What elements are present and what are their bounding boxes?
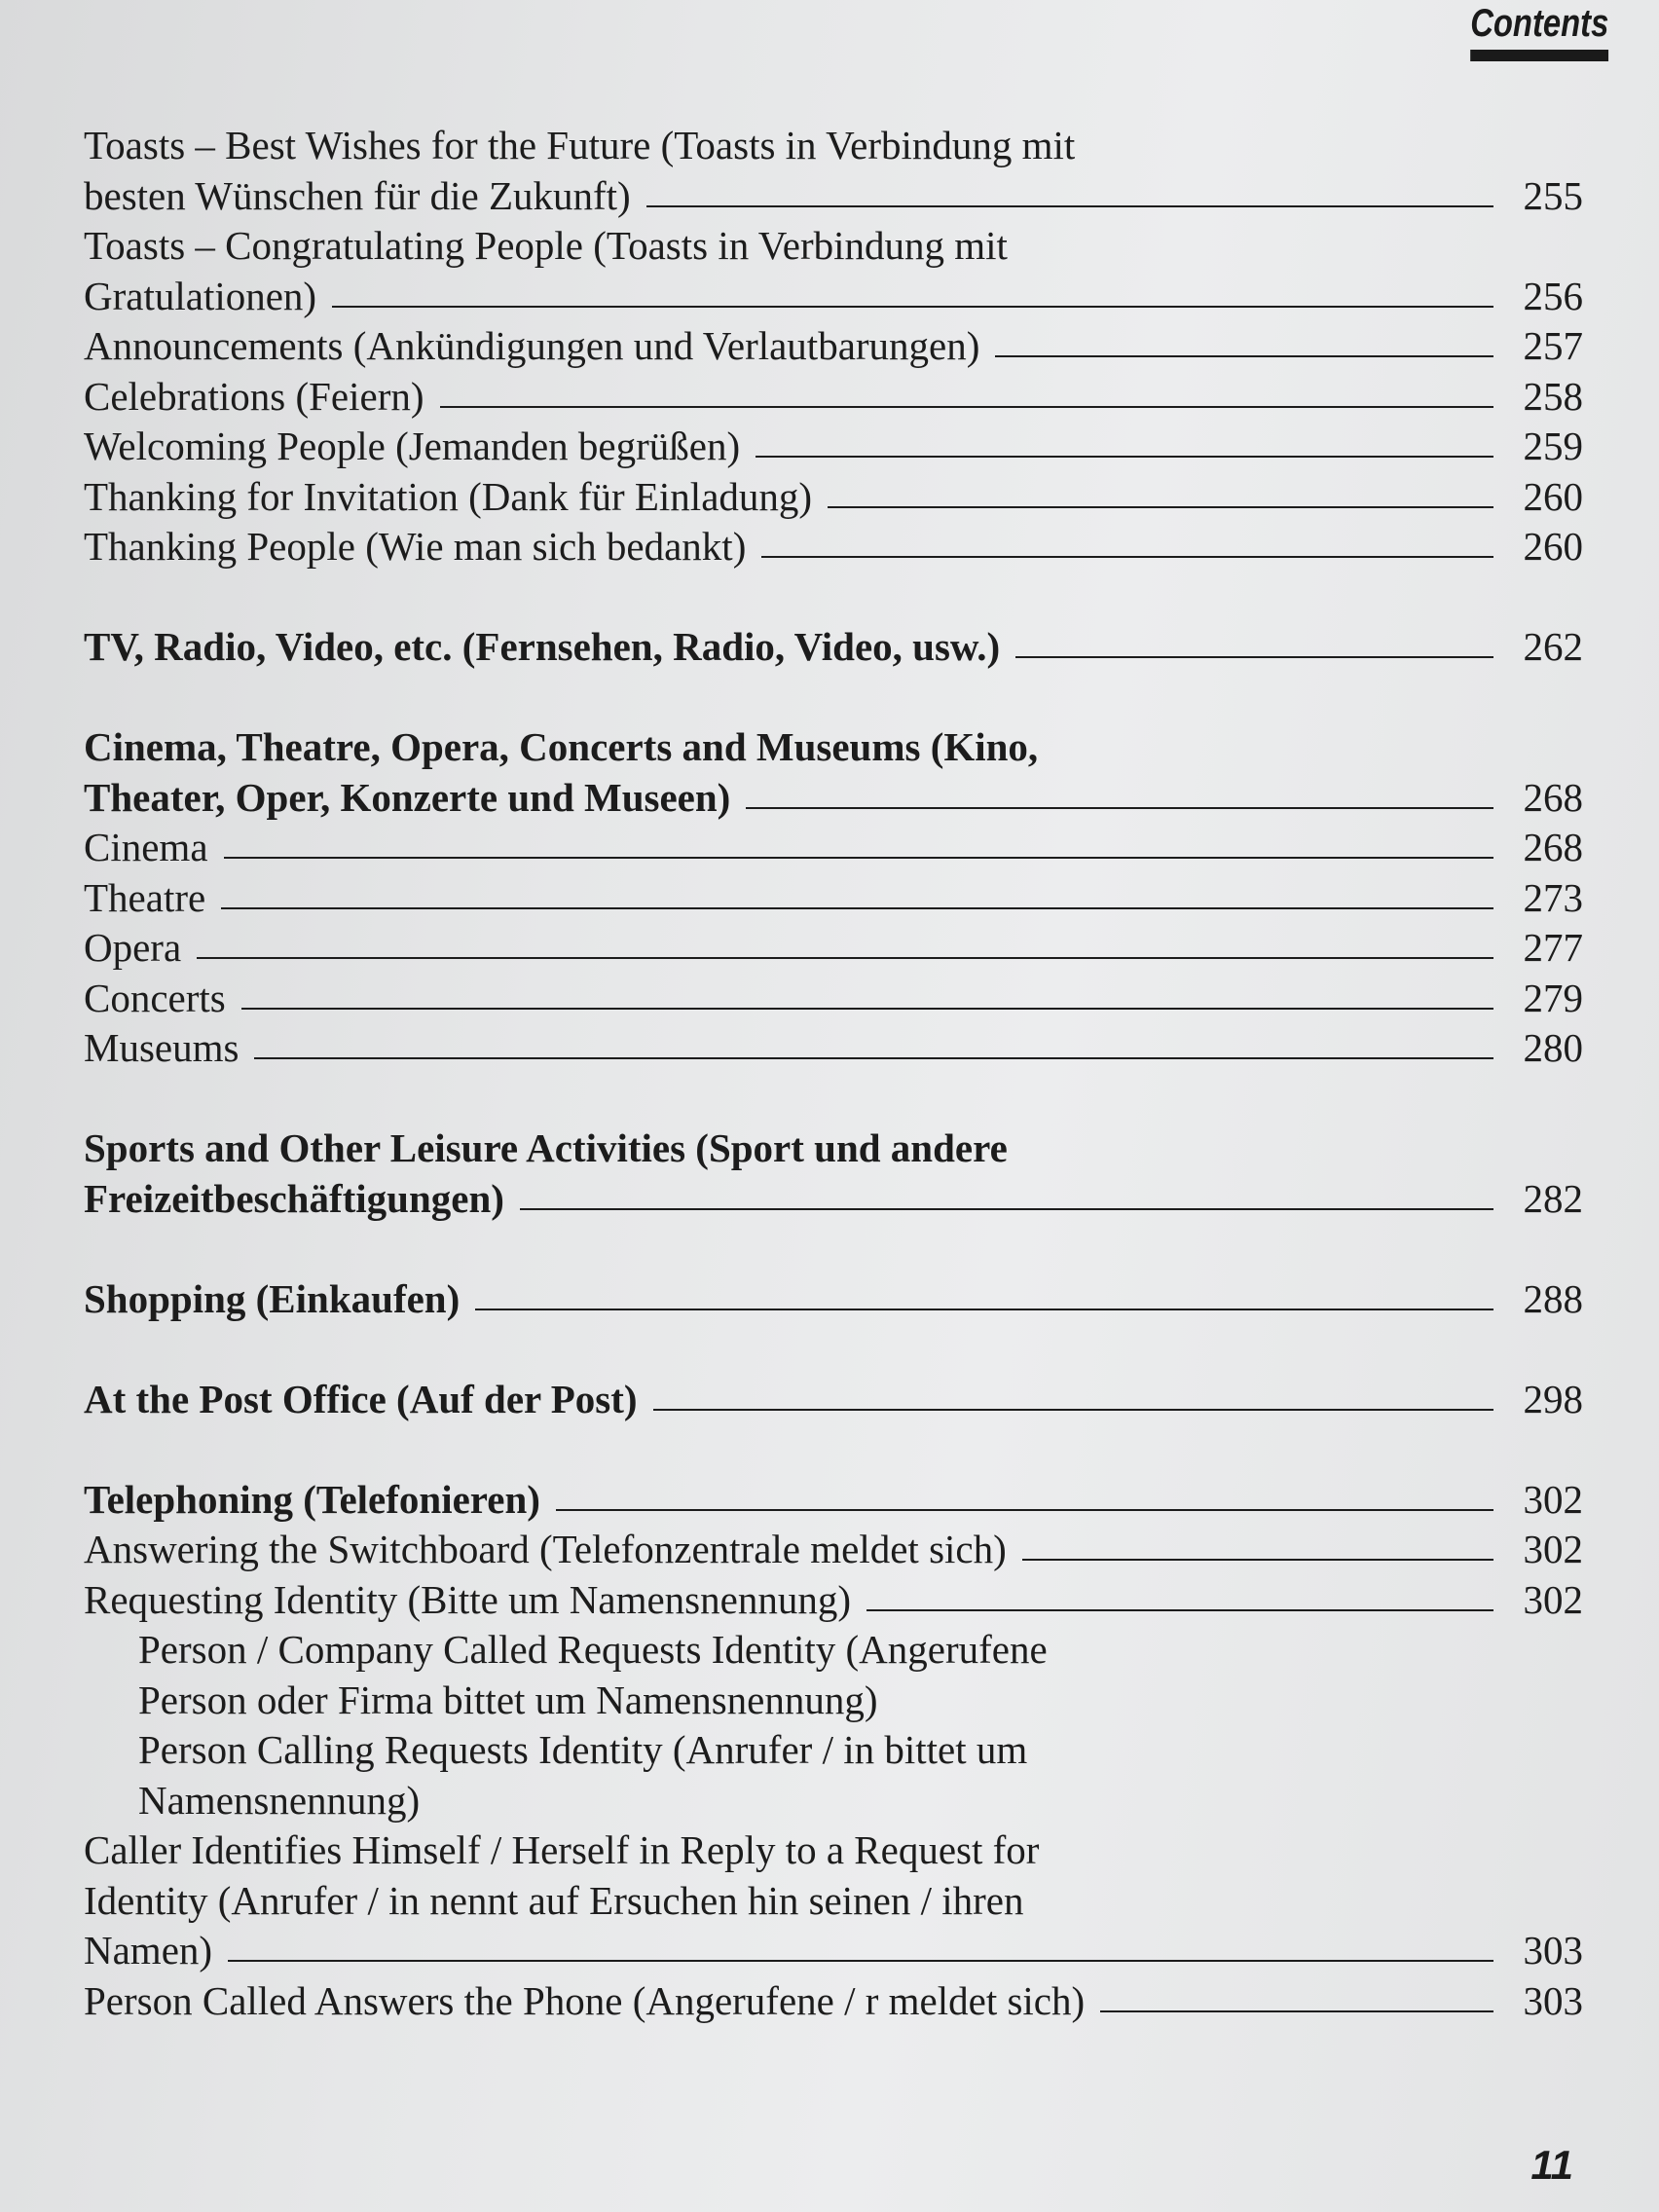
toc-page-number: 302 (1523, 1576, 1583, 1622)
leader-line (761, 556, 1493, 558)
toc-section-heading (84, 1124, 1583, 1224)
toc-entry-title: Telephoning (Telefonieren) (84, 1476, 540, 1522)
toc-entry-title: Person / Company Called Requests Identity (Angerufene (138, 1627, 1048, 1672)
toc-entry-title: TV, Radio, Video, etc. (Fernsehen, Radio, Video, usw.) (84, 624, 1001, 669)
leader-line (746, 807, 1493, 809)
leader-line (332, 306, 1493, 308)
running-header: Contents (1470, 2, 1608, 61)
toc-entry-title: besten Wünschen für die Zukunft) (84, 172, 631, 218)
leader-line (520, 1208, 1493, 1210)
toc-entry (84, 372, 1583, 423)
leader-line (653, 1409, 1493, 1411)
toc-page-number: 280 (1523, 1025, 1583, 1070)
toc-entry (84, 221, 1583, 321)
toc-page-number: 298 (1523, 1376, 1583, 1421)
toc-page-number: 273 (1523, 874, 1583, 920)
toc-entry-title: Gratulationen) (84, 273, 317, 318)
toc-entry (84, 923, 1583, 974)
toc-entry (84, 873, 1583, 924)
toc-page-number: 268 (1523, 774, 1583, 820)
toc-entry-title: Freizeitbeschäftigungen) (84, 1175, 504, 1221)
toc-entry-title: Theatre (84, 874, 206, 920)
toc-entry-title: Cinema, Theatre, Opera, Concerts and Museums (Kino, (84, 724, 1039, 769)
toc-entry-title: Sports and Other Leisure Activities (Sport und andere (84, 1125, 1008, 1170)
toc-entry (84, 974, 1583, 1024)
toc-entry-title: Thanking People (Wie man sich bedankt) (84, 524, 747, 569)
leader-line (221, 907, 1493, 909)
toc-page-number: 260 (1523, 524, 1583, 569)
toc-entry-title: Answering the Switchboard (Telefonzentrale meldet sich) (84, 1527, 1007, 1571)
leader-line (646, 205, 1493, 207)
toc-entry-title: Museums (84, 1025, 240, 1070)
leader-line (828, 506, 1493, 508)
toc-page-number: 288 (1523, 1275, 1583, 1321)
toc-section-heading (84, 622, 1583, 673)
toc-entry-title: Namen) (84, 1928, 213, 1972)
toc-entry (84, 1525, 1583, 1575)
toc-page-number: 302 (1523, 1527, 1583, 1571)
toc-entry-title: Concerts (84, 975, 226, 1020)
toc-entry-title: Announcements (Ankündigungen und Verlautbarungen) (84, 323, 980, 368)
toc-entry-title: Person Calling Requests Identity (Anrufer / in bittet um (138, 1727, 1028, 1772)
toc-entry (84, 422, 1583, 472)
toc-entry-title: Shopping (Einkaufen) (84, 1275, 461, 1321)
toc-entry (84, 321, 1583, 372)
toc-page-number: 258 (1523, 373, 1583, 419)
toc-page-number: 277 (1523, 925, 1583, 970)
leader-line (224, 857, 1493, 859)
leader-line (756, 456, 1493, 458)
toc-entry-title: Celebrations (Feiern) (84, 373, 424, 419)
leader-line (475, 1309, 1493, 1310)
toc-page-number: 268 (1523, 825, 1583, 869)
toc-entry (84, 1976, 1583, 2027)
toc-entry-title: Opera (84, 925, 182, 970)
toc-entry (84, 1825, 1583, 1976)
toc-page-number: 259 (1523, 424, 1583, 468)
leader-line (1022, 1559, 1493, 1561)
leader-line (1015, 656, 1493, 658)
toc-entry-title: Toasts – Best Wishes for the Future (Toasts in Verbindung mit (84, 123, 1076, 167)
leader-line (1100, 2010, 1493, 2012)
toc-page-number: 255 (1523, 172, 1583, 218)
toc-section-heading (84, 1274, 1583, 1325)
toc-entry-title: Requesting Identity (Bitte um Namensnennung) (84, 1576, 851, 1622)
leader-line (866, 1609, 1493, 1611)
toc-entry (84, 472, 1583, 523)
toc-page-number: 282 (1523, 1175, 1583, 1221)
toc-section-heading (84, 722, 1583, 823)
toc-entry-title: Person Called Answers the Phone (Angerufene / r meldet sich) (84, 1977, 1086, 2023)
toc-entry-title: Cinema (84, 825, 208, 869)
toc-entry-title: Thanking for Invitation (Dank für Einladung) (84, 473, 813, 519)
leader-line (254, 1057, 1493, 1059)
leader-line (440, 406, 1493, 408)
toc-entry (84, 823, 1583, 873)
toc-page-number: 260 (1523, 473, 1583, 519)
toc-page-number: 256 (1523, 273, 1583, 318)
toc-page-number: 303 (1523, 1977, 1583, 2023)
toc-entry (84, 1023, 1583, 1074)
leader-line (197, 957, 1493, 959)
page-number: 11 (1530, 2142, 1573, 2188)
toc-entry (84, 121, 1583, 221)
leader-line (241, 1008, 1493, 1010)
toc-entry (84, 522, 1583, 572)
toc-subentry (84, 1725, 1583, 1825)
leader-line (556, 1509, 1493, 1511)
toc-entry-title: Theater, Oper, Konzerte und Museen) (84, 774, 731, 820)
toc-entry-title: Caller Identifies Himself / Herself in Reply to a Request for (84, 1827, 1040, 1872)
toc-entry (84, 1575, 1583, 1626)
leader-line (995, 355, 1493, 357)
leader-line (228, 1960, 1493, 1962)
toc-page-number: 257 (1523, 323, 1583, 368)
toc-subentry (84, 1625, 1583, 1725)
toc-page-number: 279 (1523, 975, 1583, 1020)
toc-entry-title: Toasts – Congratulating People (Toasts in Verbindung mit (84, 223, 1008, 268)
toc-entry-title: Person oder Firma bittet um Namensnennung) (138, 1677, 878, 1722)
toc-entry-title: Welcoming People (Jemanden begrüßen) (84, 424, 741, 468)
toc-page-number: 262 (1523, 624, 1583, 669)
toc-entry-title: Identity (Anrufer / in nennt auf Ersuchen hin seinen / ihren (84, 1877, 1024, 1923)
toc-section-heading (84, 1475, 1583, 1526)
table-of-contents (84, 121, 1583, 2026)
toc-section-heading (84, 1375, 1583, 1425)
toc-entry-title: Namensnennung) (138, 1777, 421, 1823)
toc-page-number: 302 (1523, 1476, 1583, 1522)
toc-page-number: 303 (1523, 1928, 1583, 1972)
toc-entry-title: At the Post Office (Auf der Post) (84, 1376, 638, 1421)
